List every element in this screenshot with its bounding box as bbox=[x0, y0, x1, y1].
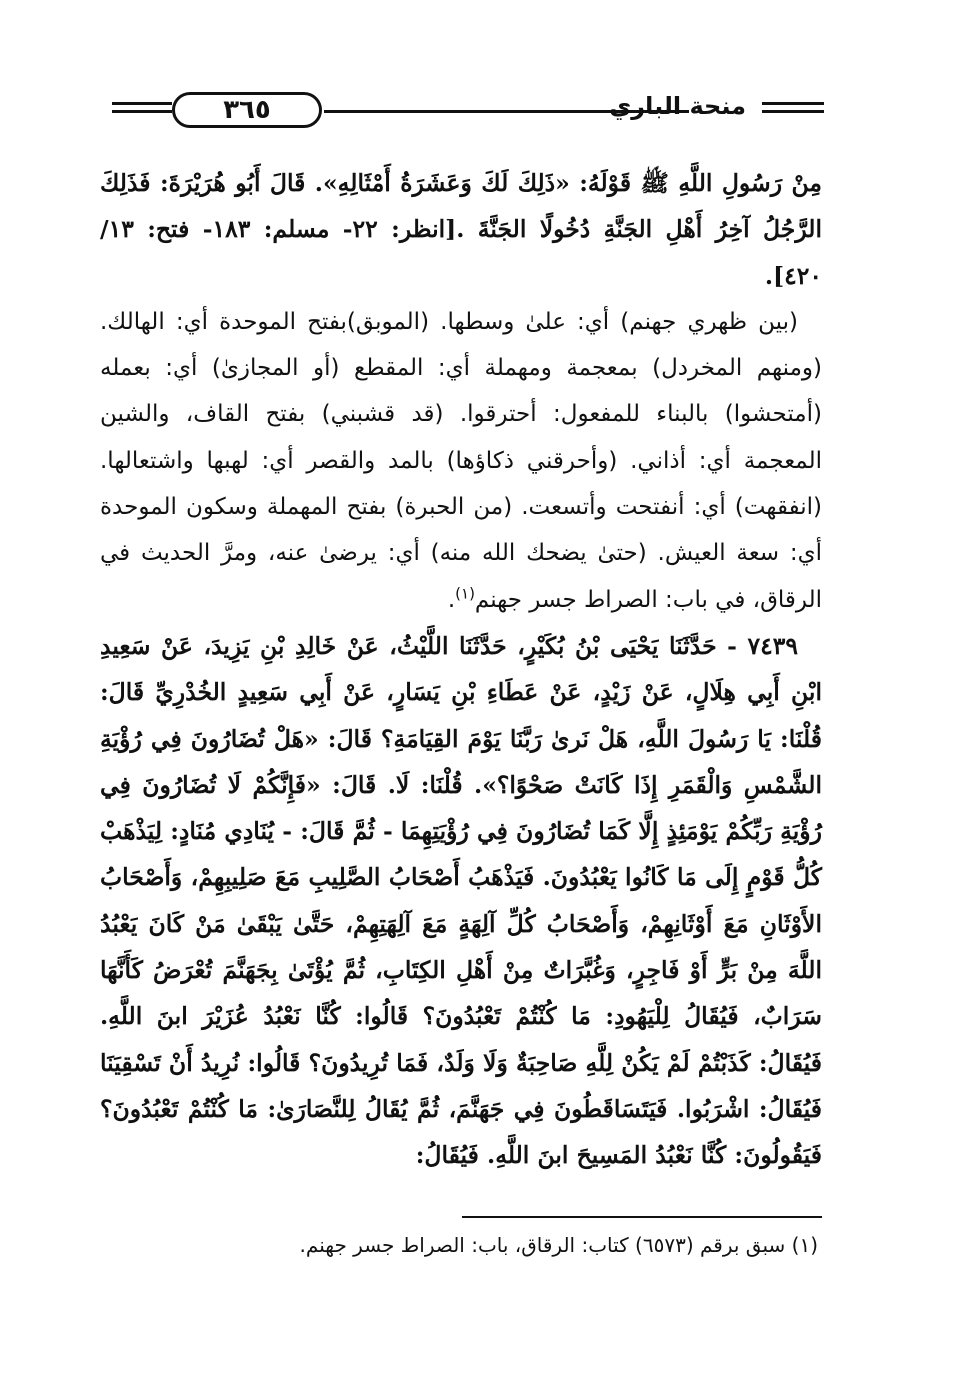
header-rule-left-outer bbox=[112, 102, 172, 105]
page-header bbox=[112, 88, 824, 136]
footnote-separator bbox=[462, 1216, 822, 1218]
main-text bbox=[100, 160, 822, 1179]
running-title: منحة الباري bbox=[609, 92, 746, 120]
footnote-1: (١) سبق برقم (٦٥٧٣) كتاب: الرقاق، باب: الصراط جسر جهنم. bbox=[299, 1233, 818, 1257]
hadith-ending-paragraph: مِنْ رَسُولِ اللَّهِ ﷺ قَوْلَهُ: «ذَلِكَ لَكَ وَعَشَرَةُ أَمْثَالِهِ». قَالَ أَبُو هُرَيْرَةَ: فَذَلِكَ الرَّجُلُ آخِرُ أَهْلِ الجَنَّةِ دُخُولًا الجَنَّةَ .[انظر: ٢٢- مسلم: ١٨٣- فتح: ١٣/ ٤٢٠]. bbox=[100, 169, 822, 290]
header-rule-left-inner bbox=[112, 110, 172, 113]
commentary-text: (بين ظهري جهنم) أي: علىٰ وسطها. (الموبق)بفتح الموحدة أي: الهالك. (ومنهم المخردل) بمعجمة ومهملة أي: المقطع (أو المجازىٰ) أي: بعمله (أمتحشوا) بالبناء للمفعول: أحترقوا. (قد قشبني) بفتح القاف، والشين المعجمة أي: أذاني. (وأحرقني ذكاؤها) بالمد والقصر أي: لهبها واشتعالها. (انفقهت) أي: أنفتحت وأتسعت. (من الحبرة) بفتح المهملة وسكون الموحدة أي: سعة العيش. (حتىٰ يضحك الله منه) أي: يرضىٰ عنه، ومرَّ الحديث في الرقاق، في باب: الصراط جسر جهنم bbox=[100, 308, 822, 613]
commentary-end-punctuation: . bbox=[447, 586, 456, 613]
header-rule-right-outer bbox=[762, 102, 824, 105]
header-rule-right-inner bbox=[762, 110, 824, 113]
page-number-text: ٣٦٥ bbox=[223, 95, 271, 125]
commentary-paragraph bbox=[100, 299, 822, 623]
footnote-reference: (١) bbox=[455, 584, 475, 603]
page-number bbox=[172, 92, 322, 128]
hadith-7439-paragraph: ٧٤٣٩ - حَدَّثَنَا يَحْيَى بْنُ بُكَيْرٍ، حَدَّثَنَا اللَّيْثُ، عَنْ خَالِدِ بْنِ يَزِيدَ، عَنْ سَعِيدِ ابْنِ أَبِي هِلَالٍ، عَنْ زَيْدٍ، عَنْ عَطَاءِ بْنِ يَسَارٍ، عَنْ أَبِي سَعِيدٍ الخُدْرِيِّ قَالَ: قُلْنَا: يَا رَسُولَ اللَّهِ، هَلْ نَرىٰ رَبَّنَا يَوْمَ القِيَامَةِ؟ قَالَ: «هَلْ تُضَارُونَ فِي رُؤْيَةِ الشَّمْسِ وَالْقَمَرِ إِذَا كَانَتْ صَحْوًا؟». قُلْنَا: لَا. قَالَ: «فَإِنَّكُمْ لَا تُضَارُونَ فِي رُؤْيَةِ رَبِّكُمْ يَوْمَئِذٍ إِلَّا كَمَا تُضَارُونَ فِي رُؤْيَتِهِمَا - ثُمَّ قَالَ: - يُنَادِي مُنَادٍ: لِيَذْهَبْ كُلُّ قَوْمٍ إِلَى مَا كَانُوا يَعْبُدُونَ. فَيَذْهَبُ أَصْحَابُ الصَّلِيبِ مَعَ صَلِيبِهِمْ، وَأَصْحَابُ الأَوْثَانِ مَعَ أَوْثَانِهِمْ، وَأَصْحَابُ كُلِّ آلِهَةٍ مَعَ آلِهَتِهِمْ، حَتَّىٰ يَبْقَىٰ مَنْ كَانَ يَعْبُدُ اللَّهَ مِنْ بَرٍّ أَوْ فَاجِرٍ، وَغُبَّرَاتٌ مِنْ أَهْلِ الكِتَابِ، ثُمَّ يُؤْتَىٰ بِجَهَنَّمَ تُعْرَضُ كَأَنَّهَا سَرَابٌ، فَيُقَالُ لِلْيَهُودِ: مَا كُنْتُمْ تَعْبُدُونَ؟ قَالُوا: كُنَّا نَعْبُدُ عُزَيْرَ ابنَ اللَّهِ. فَيُقَالُ: كَذَبْتُمْ لَمْ يَكُنْ لِلَّهِ صَاحِبَةٌ وَلَا وَلَدٌ، فَمَا تُرِيدُونَ؟ قَالُوا: نُرِيدُ أَنْ تَسْقِيَنَا فَيُقَالُ: اشْرَبُوا. فَيَتَسَاقَطُونَ فِي جَهَنَّمَ، ثُمَّ يُقَالُ لِلنَّصَارَىٰ: مَا كُنْتُمْ تَعْبُدُونَ؟ فَيَقُولُونَ: كُنَّا نَعْبُدُ المَسِيحَ ابنَ اللَّهِ. فَيُقَالُ: bbox=[100, 631, 822, 1170]
